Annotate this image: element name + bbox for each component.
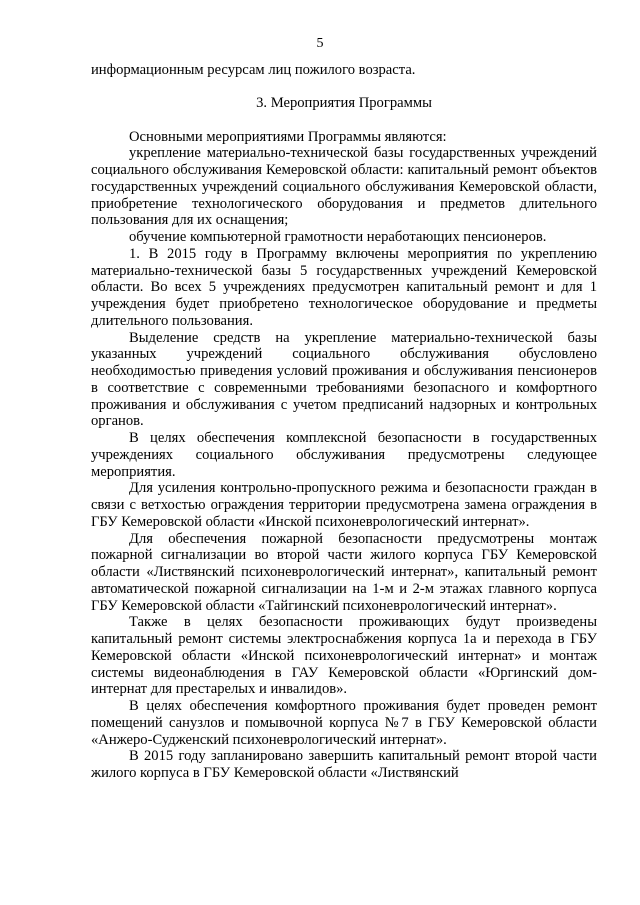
document-body: [91, 62, 597, 782]
paragraph: В целях обеспечения комфортного проживания будет проведен ремонт помещений санузлов и помывочной корпуса №7 в ГБУ Кемеровской области «Анжеро-Судженский психоневрологический интернат».: [91, 698, 597, 748]
paragraph: укрепление материально-технической базы государственных учреждений социального обслуживания Кемеровской области: капитальный ремонт объектов государственных учреждений социального обслуживания Кемеровской области, приобретение технологического оборудования и предметов длительного пользования для их оснащения;: [91, 145, 597, 229]
paragraph: Выделение средств на укрепление материально-технической базы указанных учреждений социального обслуживания обусловлено необходимостью приведения условий проживания и обслуживания пенсионеров в соответствие с современными требованиями безопасного и комфортного проживания и обслуживания с учетом предписаний надзорных и контрольных органов.: [91, 329, 597, 430]
page-number: 5: [316, 36, 324, 51]
paragraph: В целях обеспечения комплексной безопасности в государственных учреждениях социального обслуживания предусмотрены следующее мероприятия.: [91, 430, 597, 480]
paragraph: Для обеспечения пожарной безопасности предусмотрены монтаж пожарной сигнализации во второй части жилого корпуса ГБУ Кемеровской области «Листвянский психоневрологический интернат», капитальный ремонт автоматической пожарной сигнализации на 1-м и 2-м этажах главного корпуса ГБУ Кемеровской области «Тайгинский психоневрологический интернат».: [91, 530, 597, 614]
section-heading: 3. Мероприятия Программы: [256, 94, 432, 111]
paragraph: Основными мероприятиями Программы являются:: [129, 128, 447, 145]
paragraph: Также в целях безопасности проживающих будут произведены капитальный ремонт системы электроснабжения корпуса 1а и перехода в ГБУ Кемеровской области «Инской психоневрологический интернат» и монтаж системы видеонаблюдения в ГАУ Кемеровской области «Юргинский дом-интернат для престарелых и инвалидов».: [91, 614, 597, 698]
paragraph: обучение компьютерной грамотности неработающих пенсионеров.: [129, 229, 547, 245]
paragraph: В 2015 году запланировано завершить капитальный ремонт второй части жилого корпуса в ГБУ Кемеровской области «Листвянский: [91, 748, 597, 781]
paragraph: Для усиления контрольно-пропускного режима и безопасности граждан в связи с ветхостью ограждения территории предусмотрена замена ограждения в ГБУ Кемеровской области «Инской психоневрологический интернат».: [91, 480, 597, 530]
paragraph: 1. В 2015 году в Программу включены мероприятия по укреплению материально-технической базы 5 государственных учреждений Кемеровской области. Во всех 5 учреждениях предусмотрен капитальный ремонт и для 1 учреждения будет приобретено технологическое оборудование и предметы длительного пользования.: [91, 245, 597, 329]
paragraph-continuation: информационным ресурсам лиц пожилого возраста.: [91, 62, 416, 78]
